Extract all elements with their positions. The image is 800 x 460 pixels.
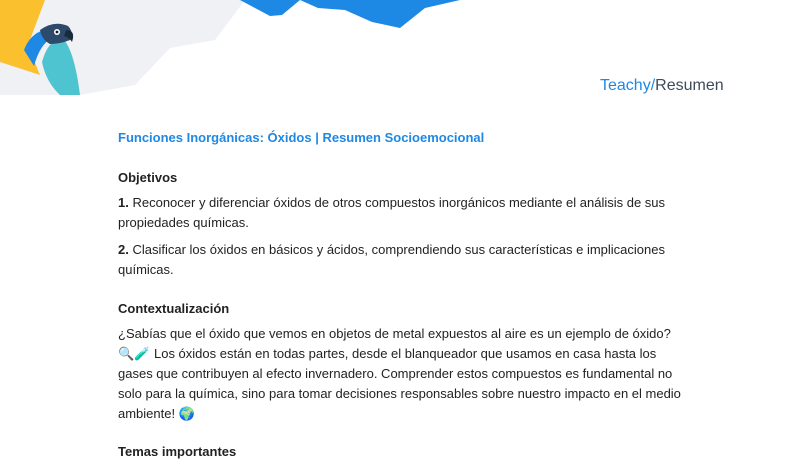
brand-separator: / (650, 77, 656, 94)
decor-blue-shape (300, 0, 460, 28)
brand-section: Resumen (655, 77, 724, 94)
objective-number: 2. (118, 242, 129, 257)
objective-item (118, 240, 683, 280)
objective-item (118, 193, 683, 233)
decor-blue-shape (240, 0, 300, 16)
objective-text: Reconocer y diferenciar óxidos de otros compuestos inorgánicos mediante el análisis de sus propiedades químicas. (118, 195, 666, 230)
next-section-heading: Temas importantes (118, 444, 237, 459)
objective-number: 1. (118, 195, 129, 210)
brand-name: Teachy (600, 77, 651, 94)
objective-text: Clasificar los óxidos en básicos y ácidos, comprendiendo sus características e implicaciones químicas. (118, 242, 665, 277)
brand-logo[interactable] (600, 76, 724, 96)
objectives-heading: Objetivos (118, 170, 178, 185)
document-title: Funciones Inorgánicas: Óxidos | Resumen Socioemocional (118, 130, 485, 145)
context-paragraph: ¿Sabías que el óxido que vemos en objetos de metal expuestos al aire es un ejemplo de óxido? 🔍🧪 Los óxidos están en todas partes, desde el blanqueador que usamos en casa hasta los gases que contribuyen al efecto invernadero. Comprender estos compuestos es fundamental no solo para la química, sino para tomar decisiones responsables sobre nuestro impacto en el medio ambiente! 🌍 (118, 326, 681, 421)
context-heading: Contextualización (118, 301, 230, 316)
